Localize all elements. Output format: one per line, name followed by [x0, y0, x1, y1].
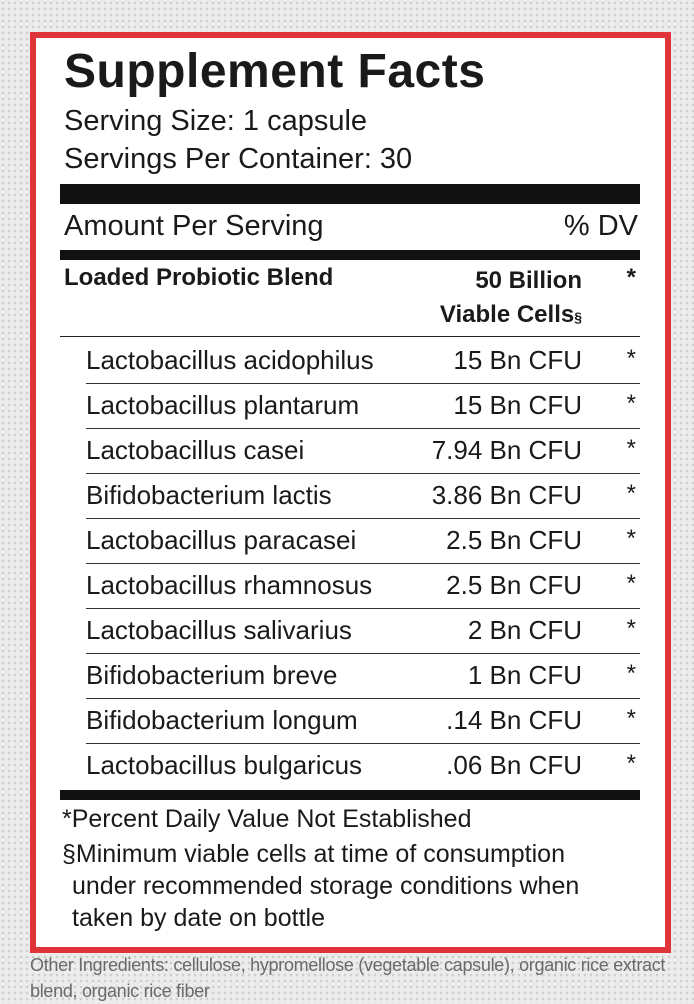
ingredient-name: Lactobacillus rhamnosus [86, 570, 373, 600]
ingredient-dv: * [626, 660, 636, 687]
thick-divider-bottom [60, 790, 640, 800]
ingredient-dv: * [626, 615, 636, 642]
ingredient-name: Bifidobacterium lactis [86, 480, 332, 510]
blend-amount-line1: 50 Billion [475, 267, 582, 294]
ingredient-amount: 2 Bn CFU [467, 615, 582, 645]
other-ingredients: Other Ingredients: cellulose, hypromellose (vegetable capsule), organic rice extract blend, organic rice fiber [30, 955, 666, 1001]
ingredient-amount: .14 Bn CFU [446, 705, 582, 735]
ingredient-name: Lactobacillus bulgaricus [86, 750, 363, 780]
ingredient-amount: 2.5 Bn CFU [446, 525, 582, 555]
ingredient-name: Bifidobacterium breve [86, 660, 338, 690]
ingredient-name: Bifidobacterium longum [86, 705, 358, 735]
ingredient-row [60, 339, 640, 384]
ingredient-amount: 7.94 Bn CFU [431, 435, 582, 465]
percent-dv-header: % DV [563, 210, 638, 242]
ingredient-row [60, 519, 640, 564]
supplement-facts-panel [30, 32, 671, 953]
ingredient-name: Lactobacillus acidophilus [86, 345, 374, 375]
divider-header [60, 250, 640, 260]
ingredient-dv: * [626, 390, 636, 417]
ingredient-dv: * [626, 705, 636, 732]
blend-dv: * [626, 264, 636, 291]
ingredient-row [60, 744, 640, 789]
servings-per-container: Servings Per Container: 30 [64, 143, 413, 175]
blend-divider [60, 336, 640, 337]
dv-footnote: *Percent Daily Value Not Established [62, 805, 472, 833]
section-mark: § [574, 309, 582, 325]
ingredient-dv: * [626, 345, 636, 372]
ingredient-amount: 2.5 Bn CFU [446, 570, 582, 600]
ingredient-dv: * [626, 435, 636, 462]
panel-title: Supplement Facts [64, 45, 486, 98]
ingredient-dv: * [626, 525, 636, 552]
ingredient-name: Lactobacillus casei [86, 435, 305, 465]
ingredient-row [60, 564, 640, 609]
ingredient-row [60, 654, 640, 699]
ingredient-amount: 15 Bn CFU [453, 345, 582, 375]
ingredient-dv: * [626, 750, 636, 777]
ingredient-dv: * [626, 570, 636, 597]
ingredient-dv: * [626, 480, 636, 507]
viable-footnote-line3: taken by date on bottle [72, 904, 325, 932]
ingredient-amount: .06 Bn CFU [446, 750, 582, 780]
viable-footnote-line1: §Minimum viable cells at time of consumption [62, 840, 565, 868]
ingredient-name: Lactobacillus paracasei [86, 525, 357, 555]
ingredient-row [60, 429, 640, 474]
ingredient-amount: 3.86 Bn CFU [431, 480, 582, 510]
ingredient-name: Lactobacillus plantarum [86, 390, 360, 420]
blend-name: Loaded Probiotic Blend [64, 264, 334, 291]
ingredient-row [60, 609, 640, 654]
ingredient-amount: 15 Bn CFU [453, 390, 582, 420]
ingredient-row [60, 384, 640, 429]
amount-per-serving-header: Amount Per Serving [64, 210, 324, 242]
ingredient-row [60, 474, 640, 519]
blend-amount [440, 264, 582, 332]
thick-divider-top [60, 184, 640, 204]
serving-size: Serving Size: 1 capsule [64, 105, 368, 137]
ingredient-amount: 1 Bn CFU [467, 660, 582, 690]
blend-amount-line2-text: Viable Cells [439, 301, 575, 328]
ingredient-row [60, 699, 640, 744]
ingredient-name: Lactobacillus salivarius [86, 615, 352, 645]
viable-footnote-line2: under recommended storage conditions when [72, 872, 580, 900]
blend-amount-line2 [440, 298, 582, 332]
